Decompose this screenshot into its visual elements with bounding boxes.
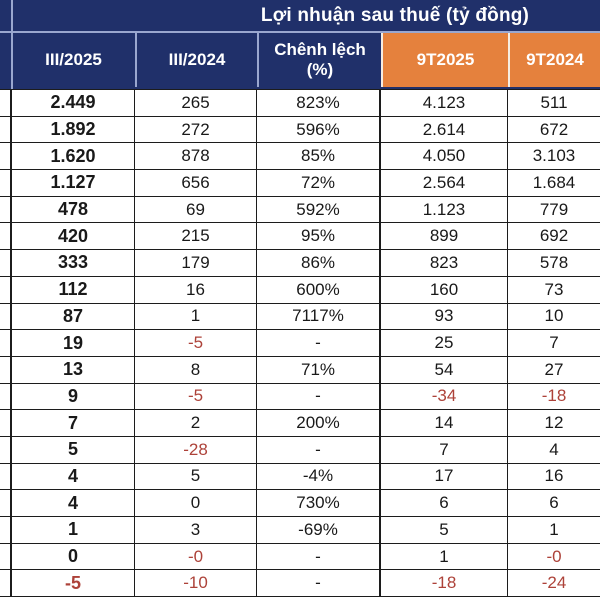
table-cell: 779 xyxy=(508,197,600,223)
table-cell: 1.123 xyxy=(381,197,508,223)
table-row xyxy=(0,223,600,250)
table-cell: 596% xyxy=(257,117,381,143)
table-cell: 0 xyxy=(135,490,257,516)
row-stub-cell xyxy=(0,117,12,143)
table-cell: 16 xyxy=(508,464,600,490)
table-cell: - xyxy=(257,330,381,356)
table-cell: 7 xyxy=(381,437,508,463)
row-stub-cell xyxy=(0,384,12,410)
table-cell: - xyxy=(257,544,381,570)
table-body xyxy=(0,89,600,597)
table-row xyxy=(0,384,600,411)
table-title: Lợi nhuận sau thuế (tỷ đồng) xyxy=(260,5,530,26)
table-cell: 2 xyxy=(135,410,257,436)
table-cell: 9 xyxy=(12,384,135,410)
table-cell: 12 xyxy=(508,410,600,436)
table-cell: 1.620 xyxy=(12,143,135,169)
row-stub-cell xyxy=(0,357,12,383)
table-cell: 478 xyxy=(12,197,135,223)
table-cell: 85% xyxy=(257,143,381,169)
table-cell: 86% xyxy=(257,250,381,276)
row-stub-cell xyxy=(0,330,12,356)
row-stub-cell xyxy=(0,143,12,169)
table-cell: - xyxy=(257,384,381,410)
row-stub-cell xyxy=(0,464,12,490)
table-cell: 4.123 xyxy=(381,90,508,116)
table-cell: 578 xyxy=(508,250,600,276)
table-row xyxy=(0,544,600,571)
table-cell: 692 xyxy=(508,223,600,249)
table-row xyxy=(0,490,600,517)
table-cell: 112 xyxy=(12,277,135,303)
table-cell: 19 xyxy=(12,330,135,356)
table-cell: 73 xyxy=(508,277,600,303)
column-header-9t2025: 9T2025 xyxy=(381,33,508,87)
table-cell: 7 xyxy=(12,410,135,436)
table-cell: 1 xyxy=(135,304,257,330)
row-stub-cell xyxy=(0,410,12,436)
column-header-ch-nh-l-ch-: Chênh lệch (%) xyxy=(257,33,381,87)
table-cell: 87 xyxy=(12,304,135,330)
table-cell: 3 xyxy=(135,517,257,543)
row-stub-cell xyxy=(0,223,12,249)
table-cell: -28 xyxy=(135,437,257,463)
table-row xyxy=(0,464,600,491)
table-cell: 95% xyxy=(257,223,381,249)
column-header-row xyxy=(0,33,600,87)
table-cell: 823 xyxy=(381,250,508,276)
table-row xyxy=(0,143,600,170)
table-cell: -0 xyxy=(135,544,257,570)
table-cell: 600% xyxy=(257,277,381,303)
table-cell: 3.103 xyxy=(508,143,600,169)
table-cell: -4% xyxy=(257,464,381,490)
table-cell: 2.449 xyxy=(12,90,135,116)
table-cell: 592% xyxy=(257,197,381,223)
row-stub-cell xyxy=(0,90,12,116)
row-stub-cell xyxy=(0,544,12,570)
table-cell: 656 xyxy=(135,170,257,196)
table-cell: 179 xyxy=(135,250,257,276)
table-cell: 6 xyxy=(508,490,600,516)
table-row xyxy=(0,117,600,144)
table-cell: 899 xyxy=(381,223,508,249)
row-stub-cell xyxy=(0,304,12,330)
row-stub-cell xyxy=(0,517,12,543)
table-cell: -5 xyxy=(12,570,135,596)
table-cell: 10 xyxy=(508,304,600,330)
table-cell: -18 xyxy=(508,384,600,410)
table-cell: 27 xyxy=(508,357,600,383)
table-cell: 420 xyxy=(12,223,135,249)
table-title-row xyxy=(0,0,600,33)
table-cell: 69 xyxy=(135,197,257,223)
table-cell: 8 xyxy=(135,357,257,383)
table-row xyxy=(0,517,600,544)
table-header xyxy=(0,0,600,89)
table-row xyxy=(0,277,600,304)
column-header-9t2024: 9T2024 xyxy=(508,33,600,87)
table-row xyxy=(0,304,600,331)
table-cell: 7 xyxy=(508,330,600,356)
table-cell: 878 xyxy=(135,143,257,169)
table-cell: -24 xyxy=(508,570,600,596)
table-row xyxy=(0,570,600,597)
row-stub-cell xyxy=(0,197,12,223)
table-row xyxy=(0,170,600,197)
row-stub-cell xyxy=(0,170,12,196)
table-cell: 200% xyxy=(257,410,381,436)
table-cell: 17 xyxy=(381,464,508,490)
row-stub-cell xyxy=(0,437,12,463)
table-row xyxy=(0,410,600,437)
table-cell: -18 xyxy=(381,570,508,596)
table-cell: 5 xyxy=(381,517,508,543)
column-header-iii-2025: III/2025 xyxy=(45,50,102,69)
table-cell: 4 xyxy=(12,490,135,516)
table-row xyxy=(0,197,600,224)
table-cell: 93 xyxy=(381,304,508,330)
table-cell: 1.127 xyxy=(12,170,135,196)
table-cell: 823% xyxy=(257,90,381,116)
table-cell: 6 xyxy=(381,490,508,516)
table-cell: 4 xyxy=(508,437,600,463)
table-cell: - xyxy=(257,570,381,596)
table-cell: 730% xyxy=(257,490,381,516)
table-cell: 265 xyxy=(135,90,257,116)
table-cell: -5 xyxy=(135,330,257,356)
table-cell: 4 xyxy=(12,464,135,490)
table-cell: -0 xyxy=(508,544,600,570)
row-stub-cell xyxy=(0,277,12,303)
table-cell: 16 xyxy=(135,277,257,303)
table-cell: 25 xyxy=(381,330,508,356)
table-cell: 0 xyxy=(12,544,135,570)
table-cell: 4.050 xyxy=(381,143,508,169)
table-cell: 7117% xyxy=(257,304,381,330)
table-cell: 272 xyxy=(135,117,257,143)
table-row xyxy=(0,437,600,464)
header-left-divider xyxy=(11,0,13,89)
table-row xyxy=(0,250,600,277)
table-cell: 215 xyxy=(135,223,257,249)
table-cell: 1.684 xyxy=(508,170,600,196)
row-stub-cell xyxy=(0,570,12,596)
table-cell: -5 xyxy=(135,384,257,410)
table-cell: -10 xyxy=(135,570,257,596)
table-cell: 13 xyxy=(12,357,135,383)
table-cell: 14 xyxy=(381,410,508,436)
column-header-iii-2024: III/2024 xyxy=(135,33,257,87)
table-cell: 511 xyxy=(508,90,600,116)
table-cell: 2.564 xyxy=(381,170,508,196)
table-cell: - xyxy=(257,437,381,463)
table-cell: -69% xyxy=(257,517,381,543)
table-cell: 72% xyxy=(257,170,381,196)
table-row xyxy=(0,357,600,384)
table-cell: 1.892 xyxy=(12,117,135,143)
row-stub-cell xyxy=(0,250,12,276)
table-cell: 1 xyxy=(508,517,600,543)
table-cell: 333 xyxy=(12,250,135,276)
table-cell: 1 xyxy=(381,544,508,570)
table-cell: 5 xyxy=(12,437,135,463)
table-cell: 1 xyxy=(12,517,135,543)
table-cell: 160 xyxy=(381,277,508,303)
table-cell: 54 xyxy=(381,357,508,383)
table-row xyxy=(0,330,600,357)
table-cell: 2.614 xyxy=(381,117,508,143)
table-row xyxy=(0,90,600,117)
row-stub-cell xyxy=(0,490,12,516)
table-cell: 5 xyxy=(135,464,257,490)
table-cell: 71% xyxy=(257,357,381,383)
table-cell: -34 xyxy=(381,384,508,410)
table-cell: 672 xyxy=(508,117,600,143)
